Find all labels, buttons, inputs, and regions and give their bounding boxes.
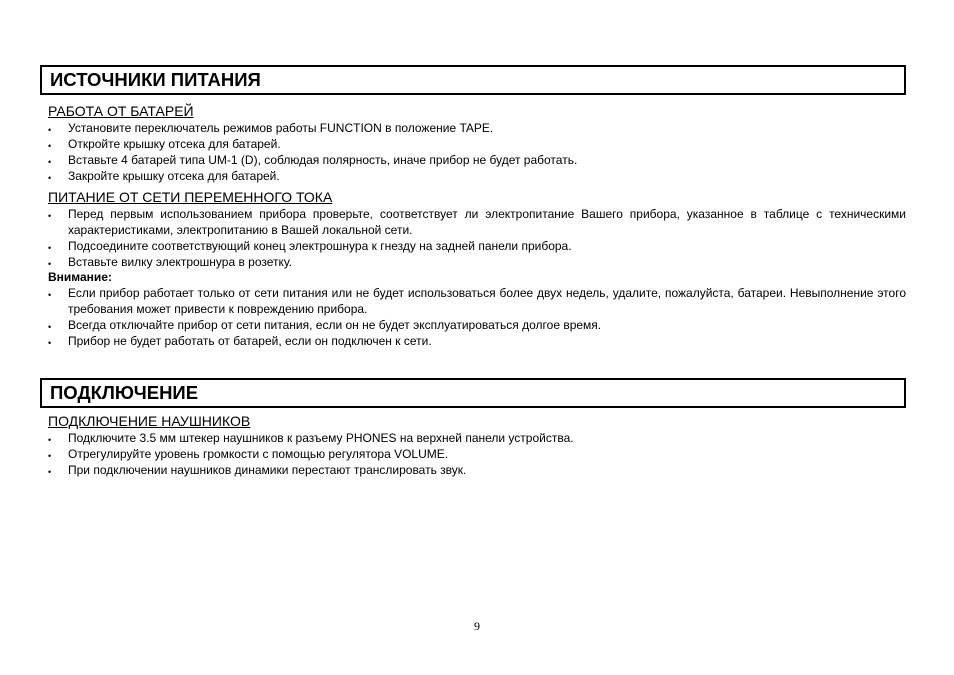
page-number: 9: [474, 619, 480, 633]
list-item: • Подсоедините соответствующий конец электрошнура к гнезду на задней панели прибора.: [48, 239, 572, 253]
list-item: • Подключите 3.5 мм штекер наушников к разъему PHONES на верхней панели устройства.: [48, 431, 574, 445]
bullet-icon: •: [48, 259, 52, 269]
battery-heading: РАБОТА ОТ БАТАРЕЙ: [48, 103, 194, 119]
ac-subsection: [40, 189, 906, 349]
list-item: • Установите переключатель режимов работы FUNCTION в положение TAPE.: [48, 121, 494, 135]
headphones-list: [40, 430, 906, 478]
list-item: • Откройте крышку отсека для батарей.: [48, 137, 281, 151]
power-section-title: ИСТОЧНИКИ ПИТАНИЯ: [40, 65, 906, 95]
ac-list: [40, 206, 906, 270]
list-item: • Перед первым использованием прибора проверьте, соответствует ли электропитание Вашего прибора, указанное в таблице с техническими характеристиками, электропитанию в Вашей локальной сети.: [48, 207, 906, 237]
list-item: • Всегда отключайте прибор от сети питания, если он не будет эксплуатироваться долгое время.: [48, 318, 602, 332]
bullet-icon: •: [48, 125, 52, 135]
bullet-icon: •: [48, 451, 52, 461]
power-section: [40, 65, 906, 349]
bullet-icon: •: [48, 173, 52, 183]
bullet-icon: •: [48, 338, 52, 348]
bullet-icon: •: [48, 322, 52, 332]
bullet-icon: •: [48, 243, 52, 253]
list-item: • Если прибор работает только от сети питания или не будет использоваться более двух недель, удалите, пожалуйста, батареи. Невыполнение этого требования может привести к повреждению прибора.: [48, 286, 906, 316]
ac-heading: ПИТАНИЕ ОТ СЕТИ ПЕРЕМЕННОГО ТОКА: [48, 189, 333, 205]
bullet-icon: •: [48, 435, 52, 445]
headphones-heading: ПОДКЛЮЧЕНИЕ НАУШНИКОВ: [48, 413, 251, 429]
notice-list: [40, 285, 906, 349]
headphones-subsection: [40, 413, 906, 478]
battery-list: [40, 120, 906, 184]
list-item: • Вставьте 4 батарей типа UM-1 (D), соблюдая полярность, иначе прибор не будет работать.: [48, 153, 578, 167]
list-item: • Вставьте вилку электрошнура в розетку.: [48, 255, 293, 269]
notice-label: Внимание:: [48, 270, 112, 284]
bullet-icon: •: [48, 290, 52, 300]
bullet-icon: •: [48, 467, 52, 477]
connection-section: [40, 378, 906, 478]
connection-section-title: ПОДКЛЮЧЕНИЕ: [40, 378, 906, 408]
bullet-icon: •: [48, 157, 52, 167]
bullet-icon: •: [48, 211, 52, 221]
battery-subsection: [40, 103, 906, 184]
list-item: • При подключении наушников динамики перестают транслировать звук.: [48, 463, 467, 477]
bullet-icon: •: [48, 141, 52, 151]
list-item: • Отрегулируйте уровень громкости с помощью регулятора VOLUME.: [48, 447, 449, 461]
list-item: • Закройте крышку отсека для батарей.: [48, 169, 280, 183]
list-item: • Прибор не будет работать от батарей, если он подключен к сети.: [48, 334, 432, 348]
